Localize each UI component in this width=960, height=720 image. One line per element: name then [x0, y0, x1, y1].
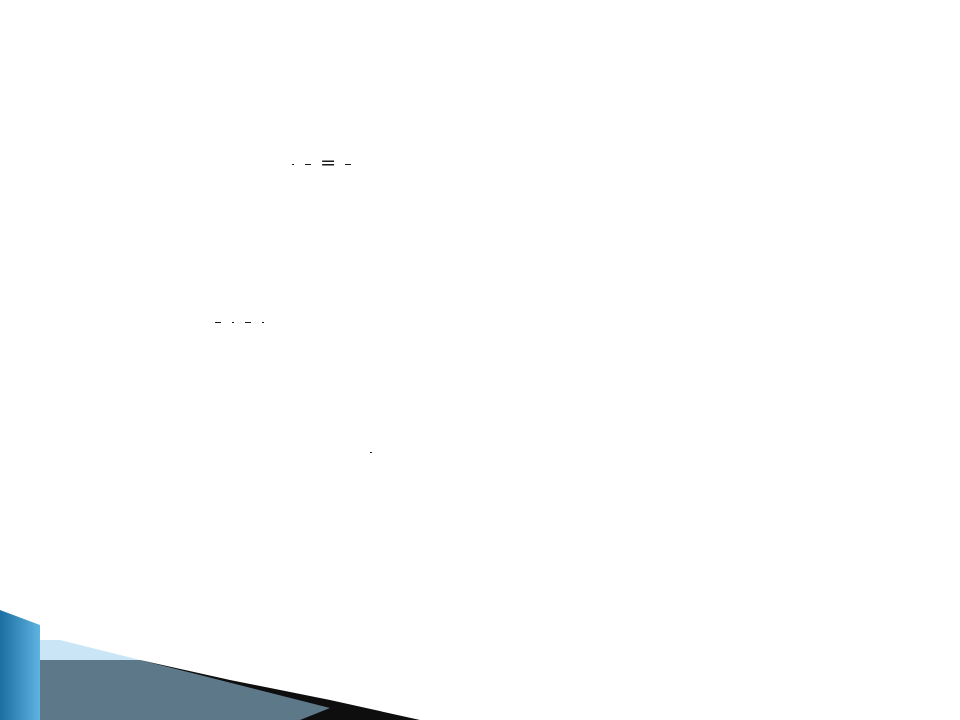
equation-r: =	[290, 152, 354, 174]
